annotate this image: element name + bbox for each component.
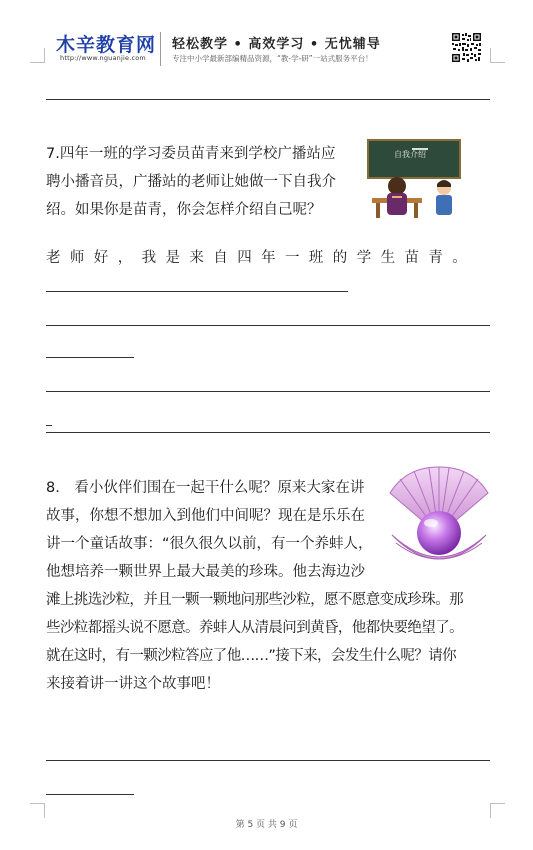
header-divider	[160, 32, 161, 66]
answer-line	[46, 99, 490, 100]
question-8	[46, 474, 496, 698]
question-text-line: 滩上挑选沙粒，并且一颗一颗地问那些沙粒，愿不愿意变成珍珠。那	[46, 592, 463, 608]
header-subslogan: 专注中小学最新部编精品资源，“教-学-研”一站式服务平台！	[172, 54, 373, 63]
answer-line[interactable]	[46, 760, 490, 761]
question-text-line: 些沙粒都摇头说不愿意。养蚌人从清晨问到黄昏，他都快要绝望了。	[46, 620, 463, 636]
qr-code-icon	[451, 32, 482, 63]
question-text-line: 讲一个童话故事：“很久很久以前，有一个养蚌人，	[46, 536, 373, 552]
corner-mark	[490, 803, 505, 818]
question-text-line: 聘小播音员，广播站的老师让她做一下自我介	[46, 174, 336, 190]
corner-mark	[30, 803, 45, 818]
question-text-line: 来接着讲一讲这个故事吧！	[46, 676, 220, 692]
classroom-illustration	[366, 138, 464, 220]
question-7	[46, 140, 366, 224]
question-text-line: 他想培养一颗世界上最大最美的珍珠。他去海边沙	[46, 564, 365, 580]
site-url[interactable]: http://www.nguanjie.com	[60, 54, 146, 62]
answer-line[interactable]	[46, 291, 348, 292]
question-text-line: 故事，你想不想加入到他们中间呢？现在是乐乐在	[46, 508, 365, 524]
question-text-line: 8. 看小伙伴们围在一起干什么呢？原来大家在讲	[46, 480, 365, 496]
blackboard-text: 自我介绍	[394, 150, 426, 159]
answer-line[interactable]	[46, 391, 490, 392]
question-text-line: 就在这时，有一颗沙粒答应了他……”接下来，会发生什么呢？请你	[46, 648, 457, 664]
answer-line[interactable]	[46, 325, 490, 326]
corner-mark	[30, 48, 45, 63]
question-text-line: 绍。如果你是苗青，你会怎样介绍自己呢？	[46, 202, 322, 218]
answer-line[interactable]	[46, 794, 134, 795]
header-slogan: 轻松教学 • 高效学习 • 无忧辅导	[172, 37, 381, 52]
answer-text[interactable]: 老师好，我是来自四年一班的学生苗青。	[46, 250, 477, 266]
answer-line[interactable]	[46, 425, 52, 426]
page-number: 第 5 页 共 9 页	[235, 820, 298, 830]
corner-mark	[490, 48, 505, 63]
question-text-line: 7.四年一班的学习委员苗青来到学校广播站应	[46, 146, 336, 162]
answer-line[interactable]	[46, 432, 490, 433]
answer-line[interactable]	[46, 357, 134, 358]
site-logo[interactable]: 木辛教育网	[56, 34, 157, 56]
